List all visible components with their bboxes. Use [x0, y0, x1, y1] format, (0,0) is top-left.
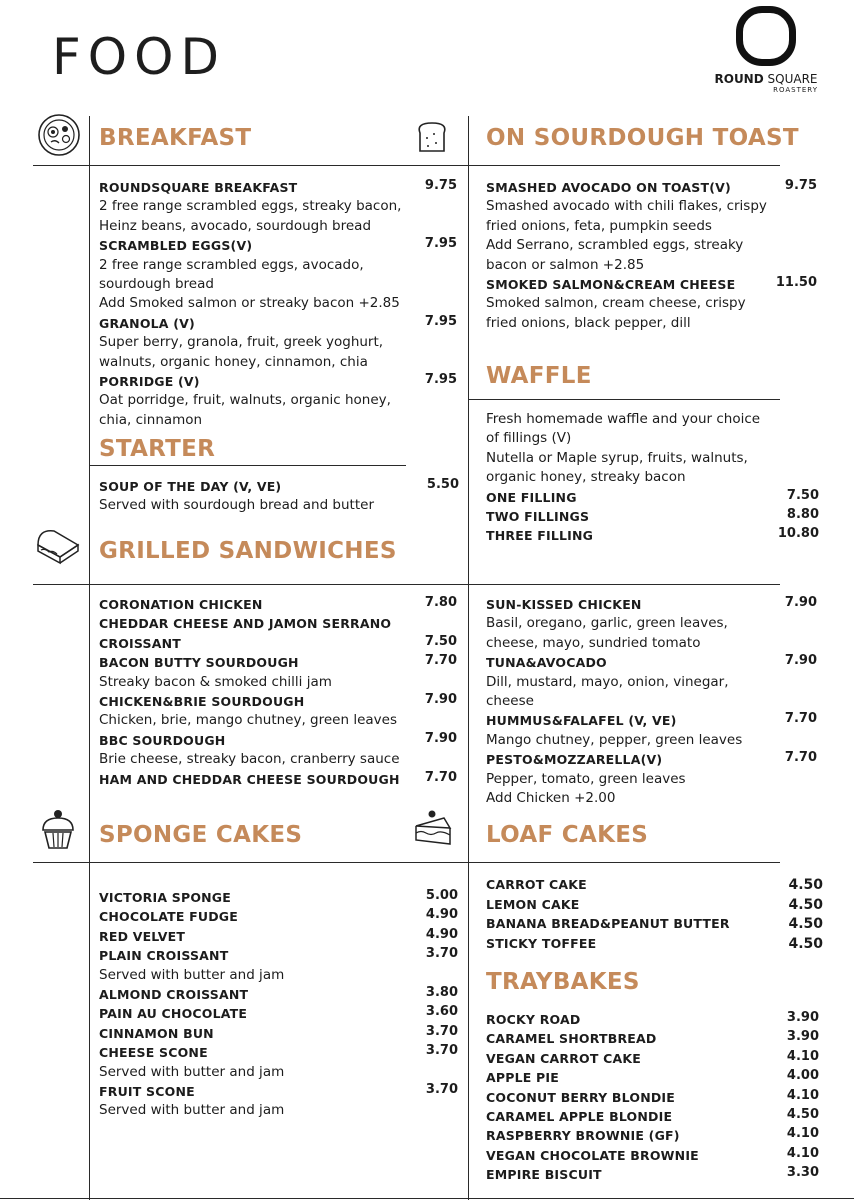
- item-price: 4.90: [425, 907, 458, 923]
- item-description: Super berry, granola, fruit, greek yoghurt,: [99, 334, 384, 351]
- logo: [708, 6, 824, 94]
- item-name: BANANA BREAD&PEANUT BUTTER: [486, 916, 730, 932]
- item-name: VEGAN CARROT CAKE: [486, 1050, 642, 1066]
- item-price: 4.50: [786, 1107, 819, 1122]
- cake-slice-icon: [412, 806, 454, 850]
- divider: [468, 116, 469, 584]
- item-description: bacon or salmon +2.85: [486, 256, 645, 273]
- item-name: APPLE PIE: [486, 1070, 560, 1086]
- item-name: THREE FILLING: [486, 528, 594, 544]
- item-price: 9.75: [784, 178, 817, 193]
- item-name: PORRIDGE (V): [99, 374, 200, 389]
- divider: [469, 399, 780, 400]
- item-price: 4.50: [788, 896, 823, 913]
- section-title-sponge: SPONGE CAKES: [99, 822, 303, 848]
- divider: [90, 465, 406, 466]
- item-price: 3.90: [786, 1029, 819, 1045]
- waffle-description: Nutella or Maple syrup, fruits, walnuts,: [486, 449, 748, 466]
- divider: [33, 165, 469, 166]
- item-name: CARAMEL SHORTBREAD: [486, 1031, 657, 1047]
- item-price: 3.60: [425, 1004, 458, 1020]
- item-description: walnuts, organic honey, cinnamon, chia: [99, 353, 368, 370]
- item-name: VICTORIA SPONGE: [99, 890, 232, 905]
- item-name: BBC SOURDOUGH: [99, 732, 226, 748]
- item-price: 7.50: [786, 487, 819, 503]
- item-name: SMOKED SALMON&CREAM CHEESE: [486, 277, 736, 292]
- item-description: Chicken, brie, mango chutney, green leaves: [99, 712, 397, 729]
- item-name: CARAMEL APPLE BLONDIE: [486, 1109, 673, 1124]
- divider: [0, 1198, 854, 1199]
- item-price: 3.70: [425, 946, 458, 962]
- item-description: Streaky bacon & smoked chilli jam: [99, 673, 332, 690]
- item-name: CORONATION CHICKEN: [99, 597, 263, 612]
- item-name: CHOCOLATE FUDGE: [99, 909, 239, 925]
- item-name: EMPIRE BISCUIT: [486, 1167, 602, 1183]
- waffle-description: of fillings (V): [486, 430, 572, 447]
- item-price: 4.50: [788, 935, 823, 952]
- item-name: PLAIN CROISSANT: [99, 948, 229, 964]
- item-price: 7.80: [424, 595, 457, 610]
- item-description: Served with butter and jam: [99, 1063, 285, 1080]
- item-price: 5.50: [426, 477, 459, 492]
- item-price: 4.00: [786, 1068, 819, 1084]
- item-name: PAIN AU CHOCOLATE: [99, 1006, 248, 1022]
- section-title-sandwiches: GRILLED SANDWICHES: [99, 538, 397, 564]
- item-description: 2 free range scrambled eggs, streaky bacon,: [99, 198, 402, 215]
- item-price: 8.80: [786, 507, 819, 522]
- divider: [469, 165, 780, 166]
- item-price: 4.50: [788, 916, 823, 933]
- item-price: 7.90: [784, 653, 817, 669]
- item-name: COCONUT BERRY BLONDIE: [486, 1089, 676, 1105]
- toast-bread-icon: [414, 119, 450, 155]
- item-price: 7.95: [424, 236, 457, 252]
- item-price: 4.10: [786, 1145, 819, 1161]
- item-price: 4.50: [788, 877, 823, 893]
- item-name: BACON BUTTY SOURDOUGH: [99, 655, 299, 671]
- section-title-loaf: LOAF CAKES: [486, 822, 649, 848]
- divider: [33, 862, 780, 863]
- item-description: cheese: [486, 693, 534, 709]
- item-description: fried onions, feta, pumpkin seeds: [486, 217, 712, 234]
- item-name: CROISSANT: [99, 635, 181, 651]
- item-description: 2 free range scrambled eggs, avocado,: [99, 256, 364, 273]
- item-name: LEMON CAKE: [486, 896, 580, 912]
- item-name: HUMMUS&FALAFEL (V, VE): [486, 713, 677, 729]
- item-description: Oat porridge, fruit, walnuts, organic honey,: [99, 392, 391, 409]
- item-price: 7.70: [784, 711, 817, 727]
- section-title-traybakes: TRAYBAKES: [486, 969, 640, 995]
- section-title-starter: STARTER: [99, 436, 216, 462]
- item-price: 7.95: [424, 313, 457, 329]
- item-name: STICKY TOFFEE: [486, 935, 597, 951]
- item-price: 9.75: [424, 178, 457, 193]
- item-price: 10.80: [777, 526, 819, 542]
- item-name: VEGAN CHOCOLATE BROWNIE: [486, 1147, 699, 1163]
- item-description: sourdough bread: [99, 276, 214, 292]
- item-name: GRANOLA (V): [99, 315, 195, 331]
- waffle-description: organic honey, streaky bacon: [486, 469, 686, 486]
- divider: [468, 584, 469, 1200]
- item-price: 7.90: [784, 595, 817, 610]
- item-price: 7.95: [424, 372, 457, 387]
- item-name: FRUIT SCONE: [99, 1084, 195, 1099]
- item-price: 5.00: [425, 888, 458, 903]
- item-description: Pepper, tomato, green leaves: [486, 770, 686, 787]
- section-title-toast: ON SOURDOUGH TOAST: [486, 125, 799, 151]
- divider: [89, 584, 90, 1200]
- item-name: TWO FILLINGS: [486, 509, 590, 524]
- item-name: TUNA&AVOCADO: [486, 655, 607, 671]
- item-price: 3.80: [425, 985, 458, 1000]
- logo-mark: [736, 6, 796, 66]
- item-name: CHICKEN&BRIE SOURDOUGH: [99, 694, 305, 709]
- item-price: 3.90: [786, 1010, 819, 1025]
- item-price: 3.70: [425, 1043, 458, 1059]
- item-description: chia, cinnamon: [99, 411, 203, 428]
- item-name: CINNAMON BUN: [99, 1025, 214, 1041]
- item-name: ROCKY ROAD: [486, 1012, 581, 1027]
- item-description: Dill, mustard, mayo, onion, vinegar,: [486, 673, 729, 690]
- item-description: Smoked salmon, cream cheese, crispy: [486, 295, 746, 312]
- item-description: Smashed avocado with chili flakes, crispy: [486, 198, 767, 215]
- item-name: CARROT CAKE: [486, 877, 587, 892]
- item-description: Basil, oregano, garlic, green leaves,: [486, 615, 728, 632]
- item-price: 7.70: [424, 653, 457, 669]
- sandwich-icon: [34, 525, 84, 567]
- item-name: RED VELVET: [99, 928, 186, 944]
- item-price: 4.10: [786, 1048, 819, 1064]
- item-description: Mango chutney, pepper, green leaves: [486, 731, 743, 748]
- item-price: 11.50: [775, 275, 817, 290]
- item-description: Heinz beans, avocado, sourdough bread: [99, 217, 372, 234]
- item-description: fried onions, black pepper, dill: [486, 314, 691, 331]
- item-description: Add Serrano, scrambled eggs, streaky: [486, 237, 744, 254]
- item-price: 7.90: [424, 730, 457, 746]
- item-price: 3.70: [425, 1023, 458, 1039]
- section-title-waffle: WAFFLE: [486, 363, 592, 389]
- item-price: 7.70: [424, 769, 457, 785]
- item-name: SMASHED AVOCADO ON TOAST(V): [486, 180, 731, 195]
- item-name: SUN-KISSED CHICKEN: [486, 597, 642, 612]
- item-name: SCRAMBLED EGGS(V): [99, 238, 253, 254]
- item-price: 4.10: [786, 1126, 819, 1142]
- logo-name: ROUND SQUARE: [714, 72, 818, 86]
- waffle-description: Fresh homemade waffle and your choice: [486, 411, 761, 427]
- item-name: SOUP OF THE DAY (V, VE): [99, 479, 282, 494]
- item-price: 4.10: [786, 1087, 819, 1103]
- item-name: CHEESE SCONE: [99, 1045, 208, 1061]
- item-price: 3.30: [786, 1165, 819, 1181]
- item-description: cheese, mayo, sundried tomato: [486, 634, 701, 651]
- item-name: ROUNDSQUARE BREAKFAST: [99, 180, 298, 195]
- item-name: ONE FILLING: [486, 489, 577, 505]
- item-description: Add Smoked salmon or streaky bacon +2.85: [99, 295, 400, 312]
- item-price: 3.70: [425, 1082, 458, 1097]
- item-description: Served with butter and jam: [99, 1102, 285, 1119]
- item-description: Add Chicken +2.00: [486, 790, 616, 806]
- page-title: FOOD: [52, 28, 226, 86]
- item-description: Served with sourdough bread and butter: [99, 497, 374, 514]
- item-name: HAM AND CHEDDAR CHEESE SOURDOUGH: [99, 771, 400, 787]
- item-name: CHEDDAR CHEESE AND JAMON SERRANO: [99, 616, 392, 632]
- section-title-breakfast: BREAKFAST: [99, 125, 252, 151]
- item-description: Brie cheese, streaky bacon, cranberry sauce: [99, 751, 400, 768]
- item-price: 7.90: [424, 692, 457, 707]
- item-price: 7.70: [784, 750, 817, 766]
- divider: [33, 584, 780, 585]
- item-name: RASPBERRY BROWNIE (GF): [486, 1128, 680, 1144]
- item-name: PESTO&MOZZARELLA(V): [486, 752, 663, 768]
- item-name: ALMOND CROISSANT: [99, 987, 249, 1002]
- logo-subtitle: ROASTERY: [773, 86, 818, 94]
- item-price: 4.90: [425, 926, 458, 942]
- divider: [89, 116, 90, 584]
- cupcake-icon: [40, 806, 76, 852]
- item-description: Served with butter and jam: [99, 966, 285, 983]
- breakfast-plate-icon: [36, 112, 82, 158]
- item-price: 7.50: [424, 633, 457, 649]
